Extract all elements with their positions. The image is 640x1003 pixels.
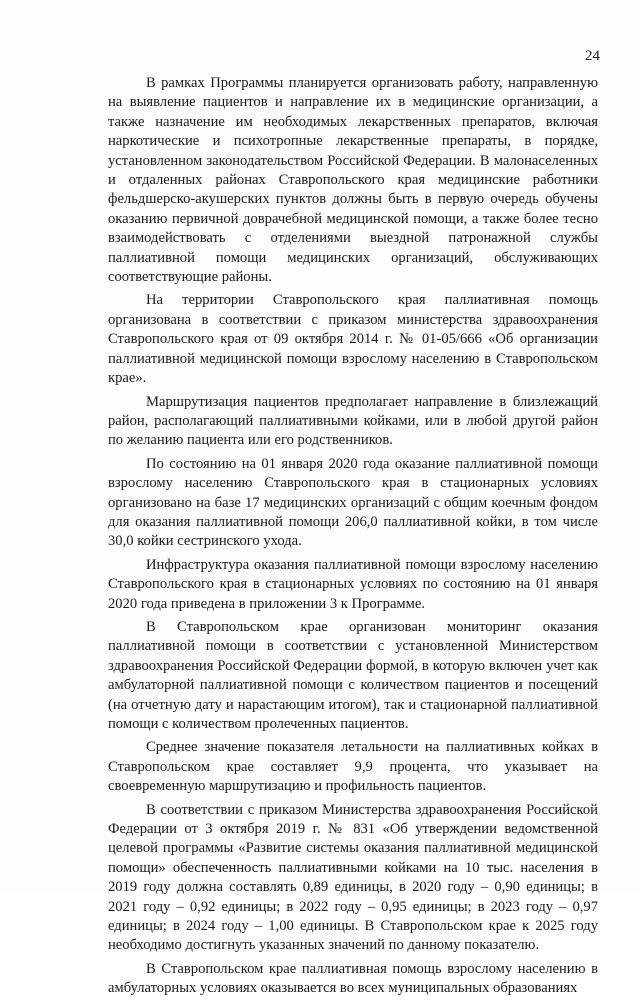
paragraph-outpatient-care: В Ставропольском крае паллиативная помощь взрослому населению в амбулаторных условиях оказывается во всех муниципальных образованиях — [108, 960, 598, 997]
paragraph-infrastructure: Инфраструктура оказания паллиативной помощи взрослому населению Ставропольского края в стационарных условиях по состоянию на 01 января 2020 года приведена в приложении 3 к Программе. — [108, 556, 598, 612]
paragraph-federal-targets: В соответствии с приказом Министерства здравоохранения Российской Федерации от 3 октября 2019 г. № 831 «Об утверждении ведомственной целевой программы «Развитие системы оказания паллиативной медицинской помощи» обеспеченность паллиативными койками на 10 тыс. населения в 2019 году должна составлять 0,89 единицы, в 2020 году – 0,90 единицы; в 2021 году – 0,92 единицы; в 2022 году – 0,95 единицы; в 2023 году – 0,97 единицы; в 2024 году – 1,00 единицы. В Ставропольском крае к 2025 году необходимо достигнуть указанных значений по данному показателю. — [108, 801, 598, 954]
paragraph-mortality-rate: Среднее значение показателя летальности на паллиативных койках в Ставропольском крае составляет 9,9 процента, что указывает на своевременную маршрутизацию и профильность пациентов. — [108, 739, 598, 795]
page-number: 24 — [585, 48, 600, 64]
paragraph-bed-capacity: По состоянию на 01 января 2020 года оказание паллиативной помощи взрослому населению Ставропольского края в стационарных условиях организовано на базе 17 медицинских организаций с общим коечным фондом для оказания паллиативной помощи 206,0 паллиативной койки, в том числе 30,0 койки сестринского ухода. — [108, 455, 598, 550]
document-body — [108, 74, 598, 1003]
paragraph-monitoring: В Ставропольском крае организован мониторинг оказания паллиативной помощи в соответствии с установленной Министерством здравоохранения Российской Федерации формой, в которую включен учет как амбулаторной паллиативной помощи с количеством пациентов и посещений (на отчетную дату и нарастающим итогом), так и стационарной паллиативной помощи с количеством пролеченных пациентов. — [108, 618, 598, 732]
paragraph-routing: Маршрутизация пациентов предполагает направление в близлежащий район, располагающий паллиативными койками, или в любой другой район по желанию пациента или его родственников. — [108, 393, 598, 449]
paragraph-program-plans: В рамках Программы планируется организовать работу, направленную на выявление пациентов и направление их в медицинские организации, а также назначение им необходимых лекарственных препаратов, включая наркотические и психотропные лекарственные препараты, в порядке, установленном законодательством Российской Федерации. В малонаселенных и отдаленных районах Ставропольского края медицинские работники фельдшерско-акушерских пунктов должны быть в первую очередь обучены оказанию первичной доврачебной медицинской помощи, а также более тесно взаимодействовать с отделениями выездной патронажной службы паллиативной помощи медицинских организаций, обслуживающих соответствующие районы. — [108, 75, 598, 286]
paragraph-organization-order: На территории Ставропольского края паллиативная помощь организована в соответствии с приказом министерства здравоохранения Ставропольского края от 09 октября 2014 г. № 01-05/666 «Об организации паллиативной медицинской помощи взрослому населению в Ставропольском крае». — [108, 292, 598, 387]
